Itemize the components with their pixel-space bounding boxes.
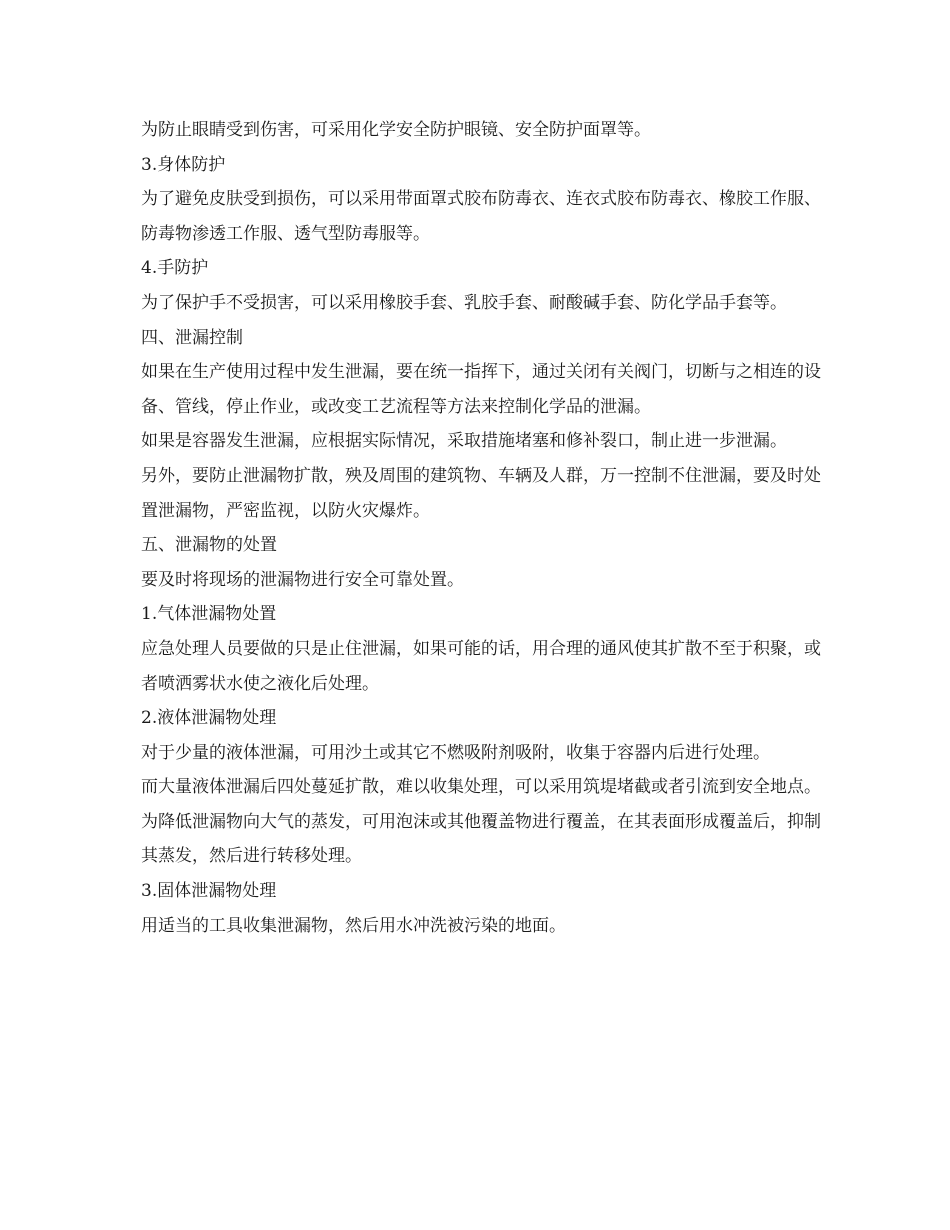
- heading-leak-disposal: 五、泄漏物的处置: [141, 535, 277, 556]
- paragraph-body-protection: 为了避免皮肤受到损伤，可以采用带面罩式胶布防毒衣、连衣式胶布防毒衣、橡胶工作服、防毒物渗透工作服、透气型防毒服等。: [141, 189, 821, 244]
- heading-solid-leak: 3.固体泄漏物处理: [141, 881, 277, 902]
- paragraph-liquid-leak-small: 对于少量的液体泄漏，可用沙土或其它不燃吸附剂吸附，收集于容器内后进行处理。: [141, 742, 770, 763]
- paragraph-leak-control-production: 如果在生产使用过程中发生泄漏，要在统一指挥下，通过关闭有关阀门，切断与之相连的设备、管线，停止作业，或改变工艺流程等方法来控制化学品的泄漏。: [141, 362, 821, 417]
- paragraph-leak-control-container: 如果是容器发生泄漏，应根据实际情况，采取措施堵塞和修补裂口，制止进一步泄漏。: [141, 431, 787, 452]
- paragraph-eye-protection: 为防止眼睛受到伤害，可采用化学安全防护眼镜、安全防护面罩等。: [141, 120, 651, 140]
- paragraph-solid-leak: 用适当的工具收集泄漏物，然后用水冲洗被污染的地面。: [141, 915, 566, 936]
- heading-body-protection: 3.身体防护: [141, 154, 226, 175]
- paragraph-hand-protection: 为了保护手不受损害，可以采用橡胶手套、乳胶手套、耐酸碱手套、防化学品手套等。: [141, 292, 787, 313]
- heading-hand-protection: 4.手防护: [141, 258, 209, 279]
- paragraph-leak-disposal-intro: 要及时将现场的泄漏物进行安全可靠处置。: [141, 569, 464, 590]
- paragraph-leak-control-spread: 另外，要防止泄漏物扩散，殃及周围的建筑物、车辆及人群，万一控制不住泄漏，要及时处置泄漏物，严密监视，以防火灾爆炸。: [141, 465, 821, 521]
- paragraph-gas-leak: 应急处理人员要做的只是止住泄漏，如果可能的话，用合理的通风使其扩散不至于积聚，或者喷洒雾状水使之液化后处理。: [141, 638, 821, 694]
- heading-leak-control: 四、泄漏控制: [141, 327, 243, 348]
- heading-liquid-leak: 2.液体泄漏物处理: [141, 708, 277, 729]
- heading-gas-leak: 1.气体泄漏物处置: [141, 604, 277, 625]
- document-body: [141, 113, 821, 943]
- paragraph-liquid-leak-large: 而大量液体泄漏后四处蔓延扩散，难以收集处理，可以采用筑堤堵截或者引流到安全地点。为降低泄漏物向大气的蒸发，可用泡沫或其他覆盖物进行覆盖，在其表面形成覆盖后，抑制其蒸发，然后进行转移处理。: [141, 777, 821, 867]
